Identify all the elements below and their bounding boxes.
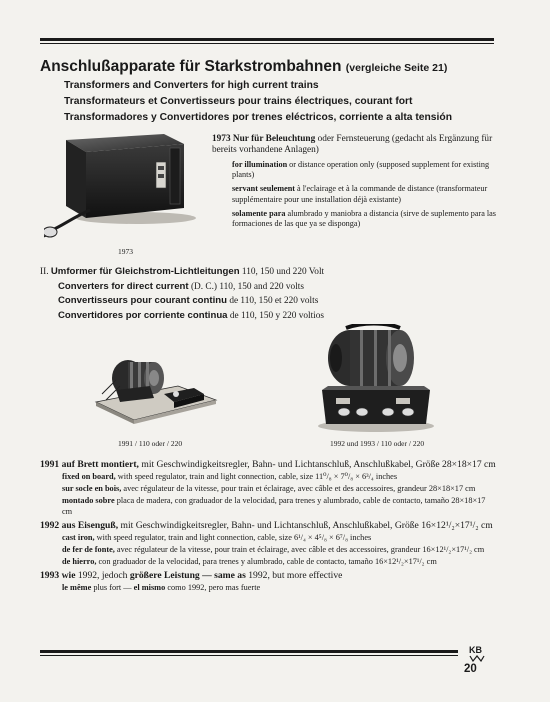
section-ii-converters [40, 265, 500, 323]
page-number: 20 [464, 663, 477, 675]
item-1991-number: 1991 [40, 459, 60, 470]
item-1992-german: 1992 aus Eisenguß, mit Geschwindigkeitsregler, Bahn- und Lichtanschluß, Anschlußkabel, Größe 16×12¹/₂×17¹/₂ cm [40, 519, 493, 531]
item-1973-french: servant seulement à l'eclairage et à la commande de distance (transformateur supplémentaire pour une installation déjà existante) [232, 184, 488, 204]
subtitle-spanish: Transformadores y Convertidores por trenes eléctricos, corriente a alta tensión [64, 112, 452, 123]
item-1973-number: 1973 [212, 134, 231, 144]
item-1991-german: 1991 auf Brett montiert, mit Geschwindigkeitsregler, Bahn- und Lichtanschluß, Anschlußkabel, Größe 28×18×17 cm [40, 459, 496, 470]
title-reference: (vergleiche Seite 21) [345, 62, 448, 74]
transformer-1973-illustration [44, 126, 204, 246]
title-text: Anschlußapparate für Starkstrombahnen [40, 58, 342, 75]
caption-1973: 1973 [118, 247, 133, 256]
item-1992-spanish: de hierro, con graduador de la velocidad, para trenes y alumbrado, cable de contacto, tamaño 16×12¹/₂×17¹/₂ cm [62, 557, 437, 567]
page-title [40, 58, 447, 76]
subtitle-english: Transformers and Converters for high current trains [64, 80, 319, 91]
footer-rule-thin [40, 655, 458, 656]
item-1993-french-spanish: le même plus fort — el mismo como 1992, pero mas fuerte [62, 583, 261, 593]
item-1973-german: 1973 Nur für Beleuchtung oder Fernsteuerung (gedacht als Ergänzung für bereits vorhandene Anlagen) [212, 134, 493, 155]
section-ii-spanish: Convertidores por corriente continua de 110, 150 y 220 voltios [58, 309, 325, 321]
item-1991-spanish: montado sobre placa de madera, con graduador de la velocidad, para trenes y alumbrado, cable de contacto, tamaño 28×18×17 cm [62, 496, 486, 516]
top-rule-thin [40, 43, 494, 44]
item-1993-number: 1993 [40, 570, 60, 582]
subtitle-french: Transformateurs et Convertisseurs pour trains électriques, courant fort [64, 96, 413, 107]
footer-rule-thick [40, 650, 458, 653]
item-1973-spanish: solamente para alumbrado y maniobra a distancia (sirve de suplemento para las formaciones de las que ya se disponga) [232, 208, 496, 229]
kb-logo: KB [469, 645, 482, 655]
caption-1991: 1991 / 110 oder / 220 [118, 439, 183, 448]
section-ii-french: Convertisseurs pour courant continu de 110, 150 et 220 volts [58, 295, 319, 306]
item-1992-french: de fer de fonte, avec régulateur de la vitesse, pour train et éclairage, avec câble et des accessoires, grandeur 16×12¹/₂×17¹/₂ cm [62, 545, 485, 555]
section-ii-english: Converters for direct current (D. C.) 110, 150 and 220 volts [58, 280, 304, 292]
item-1973-english: for illumination or distance operation only (supposed supplement for existing plants) [232, 160, 490, 180]
item-1992-english: cast iron, with speed regulator, train and light connection, cable, size 6¹/₄ × 4⁵/₈ × 6⁷/₈ inches [62, 532, 372, 542]
kb-logo-mark-icon [469, 655, 485, 662]
item-1991-french: sur socle en bois, avec régulateur de la vitesse, pour train et éclairage, avec câble et des accessoires, grandeur 28×18×17 cm [62, 484, 476, 494]
section-ii-german: II. Umformer für Gleichstrom-Lichtleitungen 110, 150 und 220 Volt [40, 266, 325, 277]
item-1993-german-english: 1993 wie 1992, jedoch größere Leistung — same as 1992, but more effective [40, 570, 343, 582]
caption-1992-1993: 1992 und 1993 / 110 oder / 220 [330, 439, 425, 448]
item-1992-number: 1992 [40, 519, 60, 531]
top-rule-thick [40, 38, 494, 41]
converter-1991-illustration [90, 350, 220, 432]
converter-1992-illustration [316, 324, 436, 436]
item-1991-english: fixed on board, with speed regulator, train and light connection, cable, size 11⁰/₈ × 7⁰/₈ × 6³/₄ inches [62, 472, 398, 481]
item-1973-description [212, 134, 497, 233]
item-list [40, 459, 496, 596]
